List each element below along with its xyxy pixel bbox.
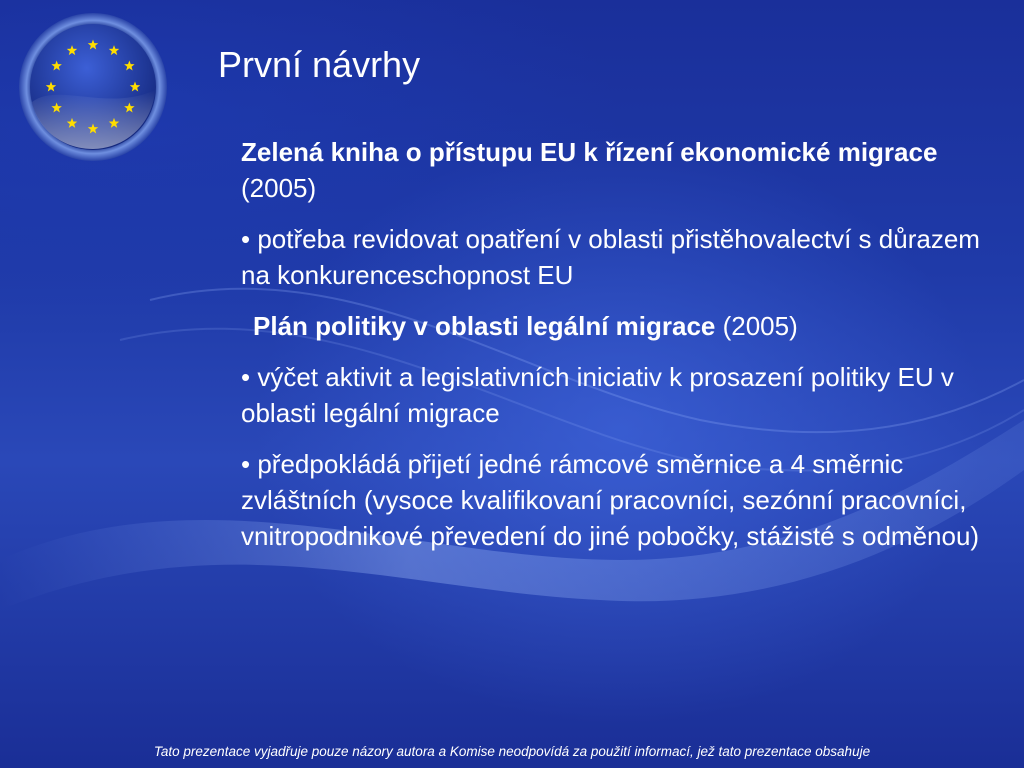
slide-title: První návrhy [218,44,421,85]
eu-stars-globe-icon [18,12,168,162]
disclaimer-footer: Tato prezentace vyjadřuje pouze názory autora a Komise neodpovídá za použití informací, jež tato prezentace obsahuje [153,744,871,759]
bullet-item: • výčet aktivit a legislativních iniciativ k prosazení politiky EU v oblasti legální migrace [241,362,954,428]
slide-content [241,134,981,569]
section-heading [241,134,981,206]
section-heading-title: Plán politiky v oblasti legální migrace [253,311,716,341]
section-heading-year: (2005) [715,311,798,341]
bullet-item: • potřeba revidovat opatření v oblasti přistěhovalectví s důrazem na konkurenceschopnost EU [241,224,980,290]
section-heading-year: (2005) [241,173,317,203]
section-heading-title: Zelená kniha o přístupu EU k řízení ekonomické migrace [241,137,938,167]
section-heading [241,308,981,344]
bullet-item: • předpokládá přijetí jedné rámcové směrnice a 4 směrnic zvláštních (vysoce kvalifikovaní pracovníci, sezónní pracovníci, vnitropodnikové převedení do jiné pobočky, stážisté s odměnou) [241,449,980,551]
